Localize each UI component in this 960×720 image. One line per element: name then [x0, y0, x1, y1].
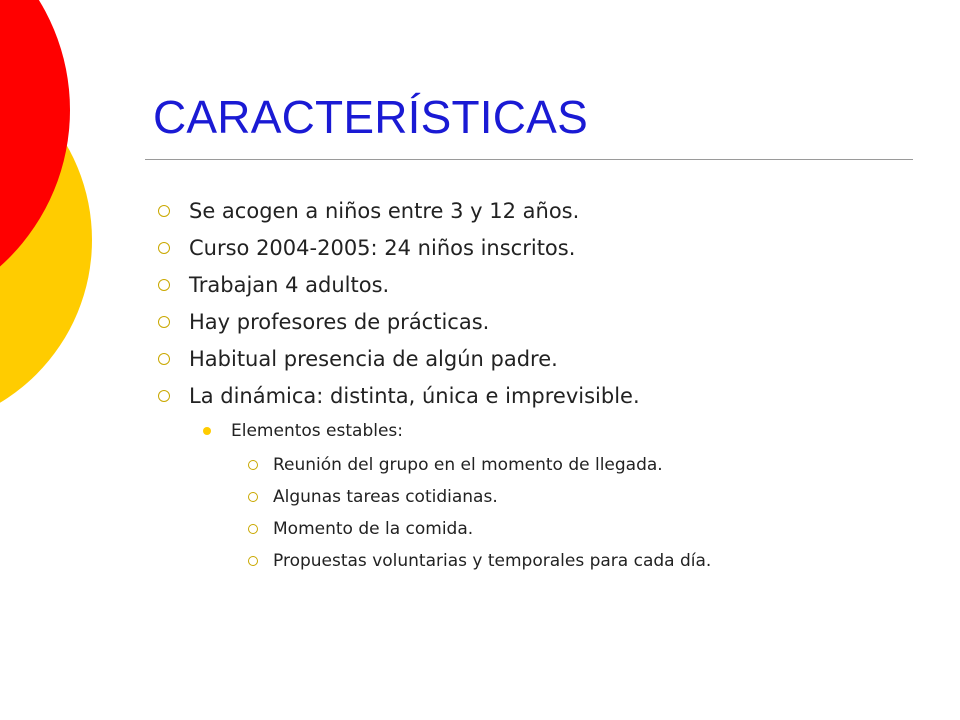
ring-bullet-icon — [158, 205, 170, 217]
sub-sub-list-item: Algunas tareas cotidianas. — [273, 487, 498, 507]
ring-bullet-icon — [158, 390, 170, 402]
ring-bullet-icon — [248, 524, 258, 534]
list-item: La dinámica: distinta, única e imprevisible. — [189, 384, 640, 408]
sub-sub-list-item: Reunión del grupo en el momento de llegada. — [273, 455, 663, 475]
dot-bullet-icon — [203, 427, 211, 435]
ring-bullet-icon — [248, 556, 258, 566]
list-item: Se acogen a niños entre 3 y 12 años. — [189, 199, 580, 223]
sub-sub-list-item: Propuestas voluntarias y temporales para cada día. — [273, 551, 712, 571]
sub-list-item: Elementos estables: — [231, 421, 404, 441]
ring-bullet-icon — [158, 316, 170, 328]
sub-sub-list-item: Momento de la comida. — [273, 519, 474, 539]
ring-bullet-icon — [158, 242, 170, 254]
ring-bullet-icon — [248, 460, 258, 470]
list-item: Hay profesores de prácticas. — [189, 310, 490, 334]
slide-title: CARACTERÍSTICAS — [153, 91, 588, 143]
list-item: Trabajan 4 adultos. — [189, 273, 390, 297]
list-item: Habitual presencia de algún padre. — [189, 347, 558, 371]
ring-bullet-icon — [158, 279, 170, 291]
ring-bullet-icon — [248, 492, 258, 502]
ring-bullet-icon — [158, 353, 170, 365]
list-item: Curso 2004-2005: 24 niños inscritos. — [189, 236, 576, 260]
